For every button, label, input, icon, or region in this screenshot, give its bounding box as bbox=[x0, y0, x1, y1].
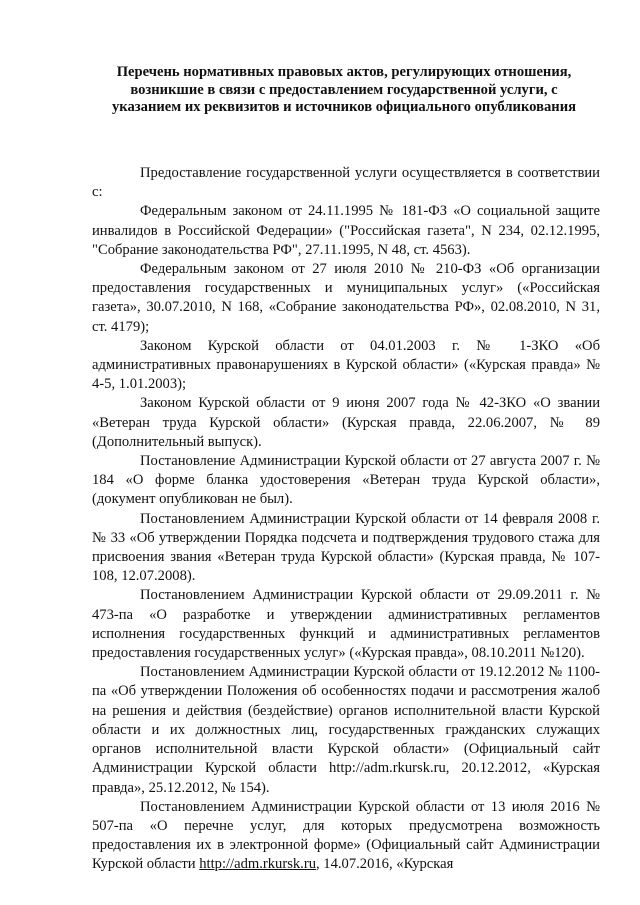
intro-paragraph: Предоставление государственной услуги осуществляется в соответствии с: bbox=[92, 165, 600, 201]
federal-law-181-paragraph: Федеральным законом от 24.11.1995 № 181-ФЗ «О социальной защите инвалидов в Российской Федерации» ("Российская газета", N 234, 02.12.1995, "Собрание законодательства РФ", 27.11.1995, N 48, ст. 4563). bbox=[92, 203, 600, 258]
resolution-33-paragraph: Постановлением Администрации Курской области от 14 февраля 2008 г. № 33 «Об утверждении Порядка подсчета и подтверждения трудового стажа для присвоения звания «Ветеран труда Курской области» (Курская правда, № 107-108, 12.07.2008). bbox=[92, 510, 600, 585]
federal-law-210-paragraph: Федеральным законом от 27 июля 2010 № 210-ФЗ «Об организации предоставления государственных и муниципальных услуг» («Российская газета», 30.07.2010, N 168, «Собрание законодательства РФ», 02.08.2010, N 31, ст. 4179); bbox=[92, 261, 600, 335]
document-title: Перечень нормативных правовых актов, регулирующих отношения, возникшие в связи с предоставлением государственной услуги, с указанием их реквизитов и источников официального опубликования bbox=[112, 64, 576, 115]
resolution-507-pa-paragraph bbox=[92, 798, 600, 875]
kursk-law-42-zko-paragraph: Законом Курской области от 9 июня 2007 года № 42-ЗКО «О звании «Ветеран труда Курской области» (Курская правда, 22.06.2007, № 89 (Дополнительный выпуск). bbox=[92, 395, 600, 450]
resolution-1100-pa-paragraph: Постановлением Администрации Курской области от 19.12.2012 № 1100-па «Об утверждении Положения об особенностях подачи и рассмотрения жалоб на решения и действия (бездействие) органов исполнительной власти Курской области и их должностных лиц, государственных гражданских служащих органов исполнительной власти Курской области» (Официальный сайт Администрации Курской области http://adm.rkursk.ru, 20.12.2012, «Курская правда», 25.12.2012, № 154). bbox=[92, 664, 600, 796]
kursk-law-1-zko-paragraph: Законом Курской области от 04.01.2003 г. № 1-ЗКО «Об административных правонарушениях в Курской области» («Курская правда» № 4-5, 1.01.2003); bbox=[92, 337, 600, 393]
official-site-link[interactable]: http://adm.rkursk.ru bbox=[199, 856, 316, 873]
resolution-507-pa-tail: , 14.07.2016, «Курская bbox=[316, 856, 454, 873]
resolution-507-pa-text: Постановлением Администрации Курской области от 13 июля 2016 № 507-па «О перечне услуг, для которых предусмотрена возможность предоставления их в электронной форме» (Официальный сайт Администрации Курской области bbox=[92, 798, 600, 873]
resolution-473-pa-paragraph: Постановлением Администрации Курской области от 29.09.2011 г. № 473-па «О разработке и утверждении административных регламентов исполнения государственных функций и административных регламентов предоставления государственных услуг» («Курская правда», 08.10.2011 №120). bbox=[92, 587, 600, 662]
document-body bbox=[92, 164, 600, 875]
resolution-184-paragraph: Постановление Администрации Курской области от 27 августа 2007 г. № 184 «О форме бланка удостоверения «Ветеран труда Курской области», (документ опубликован не был). bbox=[92, 453, 600, 508]
